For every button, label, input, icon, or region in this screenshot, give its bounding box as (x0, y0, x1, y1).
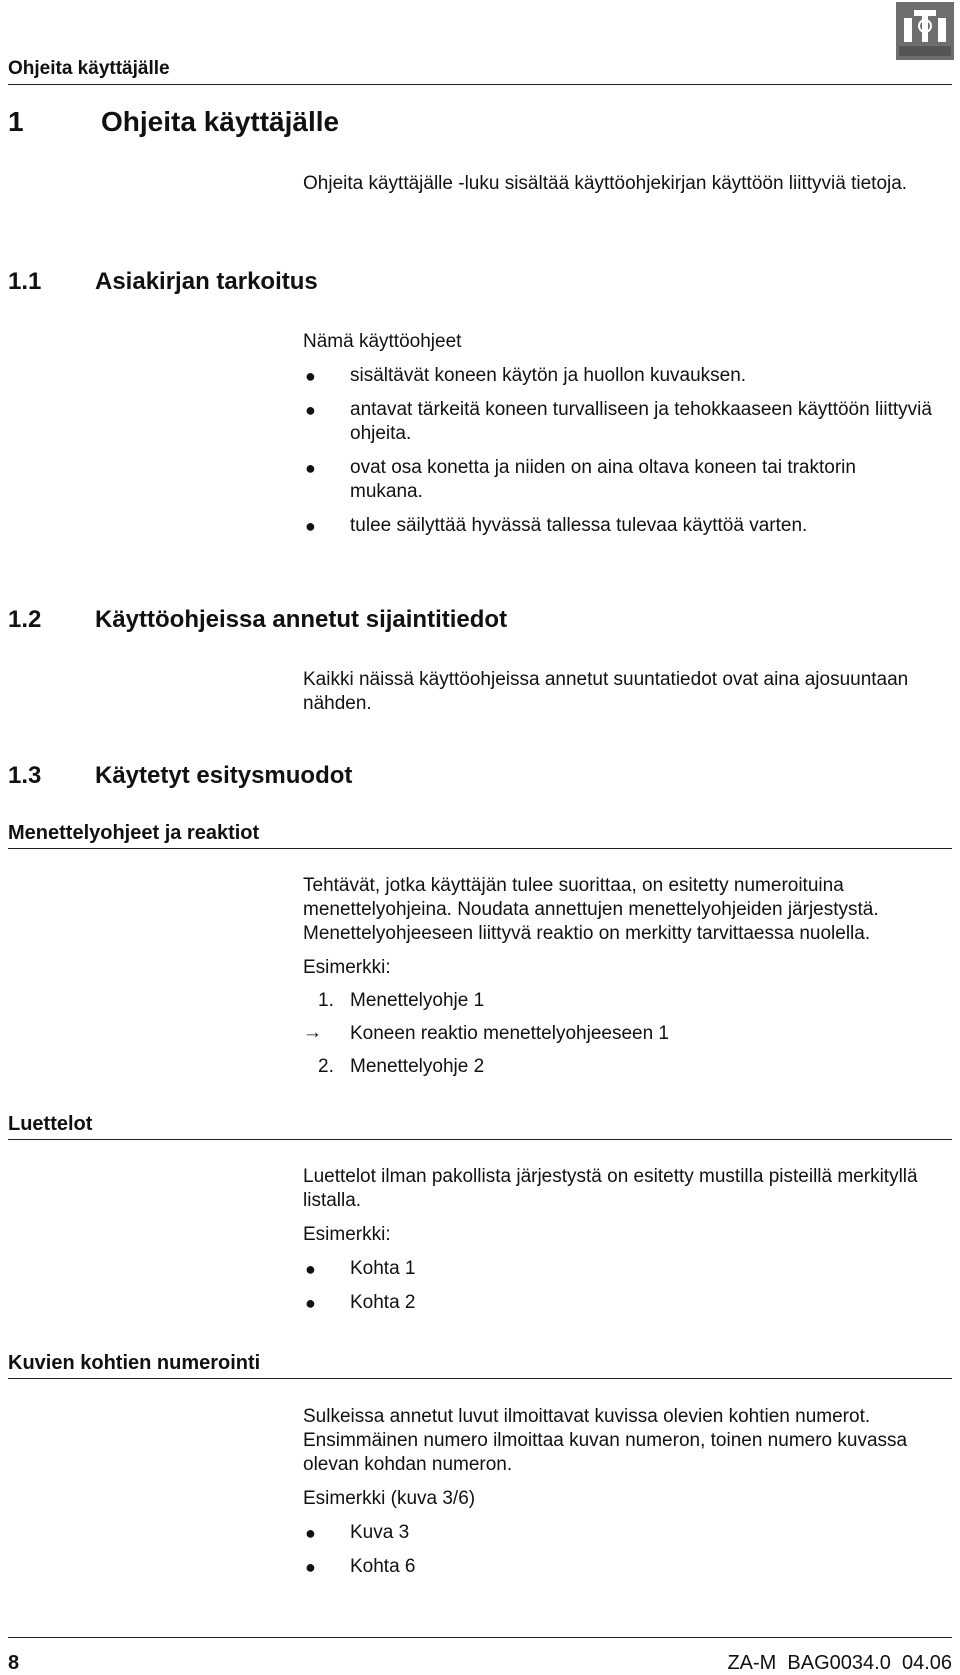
example-label: Esimerkki: (303, 1224, 391, 1245)
step-row (303, 1055, 933, 1079)
list-item (303, 514, 933, 538)
bullet-icon: ● (305, 1523, 316, 1543)
section-title: Asiakirjan tarkoitus (95, 268, 318, 295)
header-rule (8, 84, 952, 85)
list-item-text: Kohta 2 (350, 1292, 416, 1313)
chapter-title (8, 106, 339, 138)
step-number: 1. (318, 990, 334, 1011)
list-item (303, 1291, 933, 1315)
list-item-text: ovat osa konetta ja niiden on aina oltava koneen tai traktorin mukana. (350, 457, 856, 502)
subheading-lists: Luettelot (8, 1113, 93, 1135)
procedures-text: Tehtävät, jotka käyttäjän tulee suorittaa, on esitetty numeroituina menettelyohjeina. Noudata annettujen menettelyohjeiden järjestystä. Menettelyohjeeseen liittyvä reaktio on merkitty tarvittaessa nuolella. (303, 875, 879, 944)
reaction-text: Koneen reaktio menettelyohjeeseen 1 (350, 1023, 670, 1044)
procedure-steps (303, 989, 933, 1079)
amazone-logo (896, 2, 954, 60)
chapter-intro (303, 172, 933, 196)
list-item (303, 398, 933, 446)
list-item-text: tulee säilyttää hyvässä tallessa tulevaa käyttöä varten. (350, 515, 808, 536)
procedures-body (303, 874, 933, 1079)
bullet-icon: ● (305, 1259, 316, 1279)
list-item (303, 364, 933, 388)
step-number: 2. (318, 1056, 334, 1077)
chapter-number: 1 (8, 106, 24, 137)
list-item (303, 456, 933, 504)
list-item (303, 1257, 933, 1281)
document-code: ZA-M BAG0034.0 04.06 (727, 1652, 952, 1674)
bullet-icon: ● (305, 1293, 316, 1313)
numbering-text: Sulkeissa annetut luvut ilmoittavat kuvissa olevien kohtien numerot. Ensimmäinen numero ilmoittaa kuvan numeron, toinen numero kuvassa olevan kohdan numeron. (303, 1406, 908, 1475)
section-text: Kaikki näissä käyttöohjeissa annetut suuntatiedot ovat aina ajosuuntaan nähden. (303, 669, 909, 714)
bullet-icon: ● (305, 1557, 316, 1577)
subheading-rule (8, 1378, 952, 1379)
arrow-right-icon: → (303, 1022, 322, 1043)
bullet-icon: ● (305, 366, 316, 386)
bullet-icon: ● (305, 458, 316, 478)
reaction-row (303, 1022, 933, 1046)
example-label: Esimerkki: (303, 957, 391, 978)
section-1-3-heading (8, 762, 352, 790)
section-1-2-heading (8, 606, 507, 634)
section-number: 1.3 (8, 762, 42, 789)
bullet-icon: ● (305, 400, 316, 420)
numbering-body (303, 1405, 933, 1579)
list-item-text: Kohta 1 (350, 1258, 416, 1279)
chapter-title-text: Ohjeita käyttäjälle (101, 106, 340, 137)
section-lead: Nämä käyttöohjeet (303, 331, 462, 352)
list-item-text: Kohta 6 (350, 1556, 416, 1577)
section-1-1-heading (8, 268, 318, 296)
lists-text: Luettelot ilman pakollista järjestystä on esitetty mustilla pisteillä merkityllä listalla. (303, 1166, 918, 1211)
running-header: Ohjeita käyttäjälle (8, 58, 170, 79)
logo-graphic (896, 2, 954, 60)
footer-rule (8, 1637, 952, 1638)
section-title: Käytetyt esitysmuodot (95, 762, 353, 789)
example-label: Esimerkki (kuva 3/6) (303, 1488, 476, 1509)
subheading-rule (8, 848, 952, 849)
section-1-2-body (303, 668, 933, 716)
step-row (303, 989, 933, 1013)
section-1-1-body (303, 330, 933, 538)
list-item (303, 1521, 933, 1545)
section-number: 1.2 (8, 606, 42, 633)
section-title: Käyttöohjeissa annetut sijaintitiedot (95, 606, 508, 633)
subheading-procedures: Menettelyohjeet ja reaktiot (8, 822, 260, 844)
section-number: 1.1 (8, 268, 42, 295)
list-item-text: sisältävät koneen käytön ja huollon kuvauksen. (350, 365, 747, 386)
lists-body (303, 1165, 933, 1315)
subheading-rule (8, 1139, 952, 1140)
step-text: Menettelyohje 1 (350, 990, 485, 1011)
step-text: Menettelyohje 2 (350, 1056, 485, 1077)
list-item-text: antavat tärkeitä koneen turvalliseen ja tehokkaaseen käyttöön liittyviä ohjeita. (350, 399, 932, 444)
list-item-text: Kuva 3 (350, 1522, 410, 1543)
page-number: 8 (8, 1652, 20, 1674)
bullet-icon: ● (305, 516, 316, 536)
chapter-intro-text: Ohjeita käyttäjälle -luku sisältää käyttöohjekirjan käyttöön liittyviä tietoja. (303, 173, 908, 194)
subheading-numbering: Kuvien kohtien numerointi (8, 1352, 261, 1374)
list-item (303, 1555, 933, 1579)
